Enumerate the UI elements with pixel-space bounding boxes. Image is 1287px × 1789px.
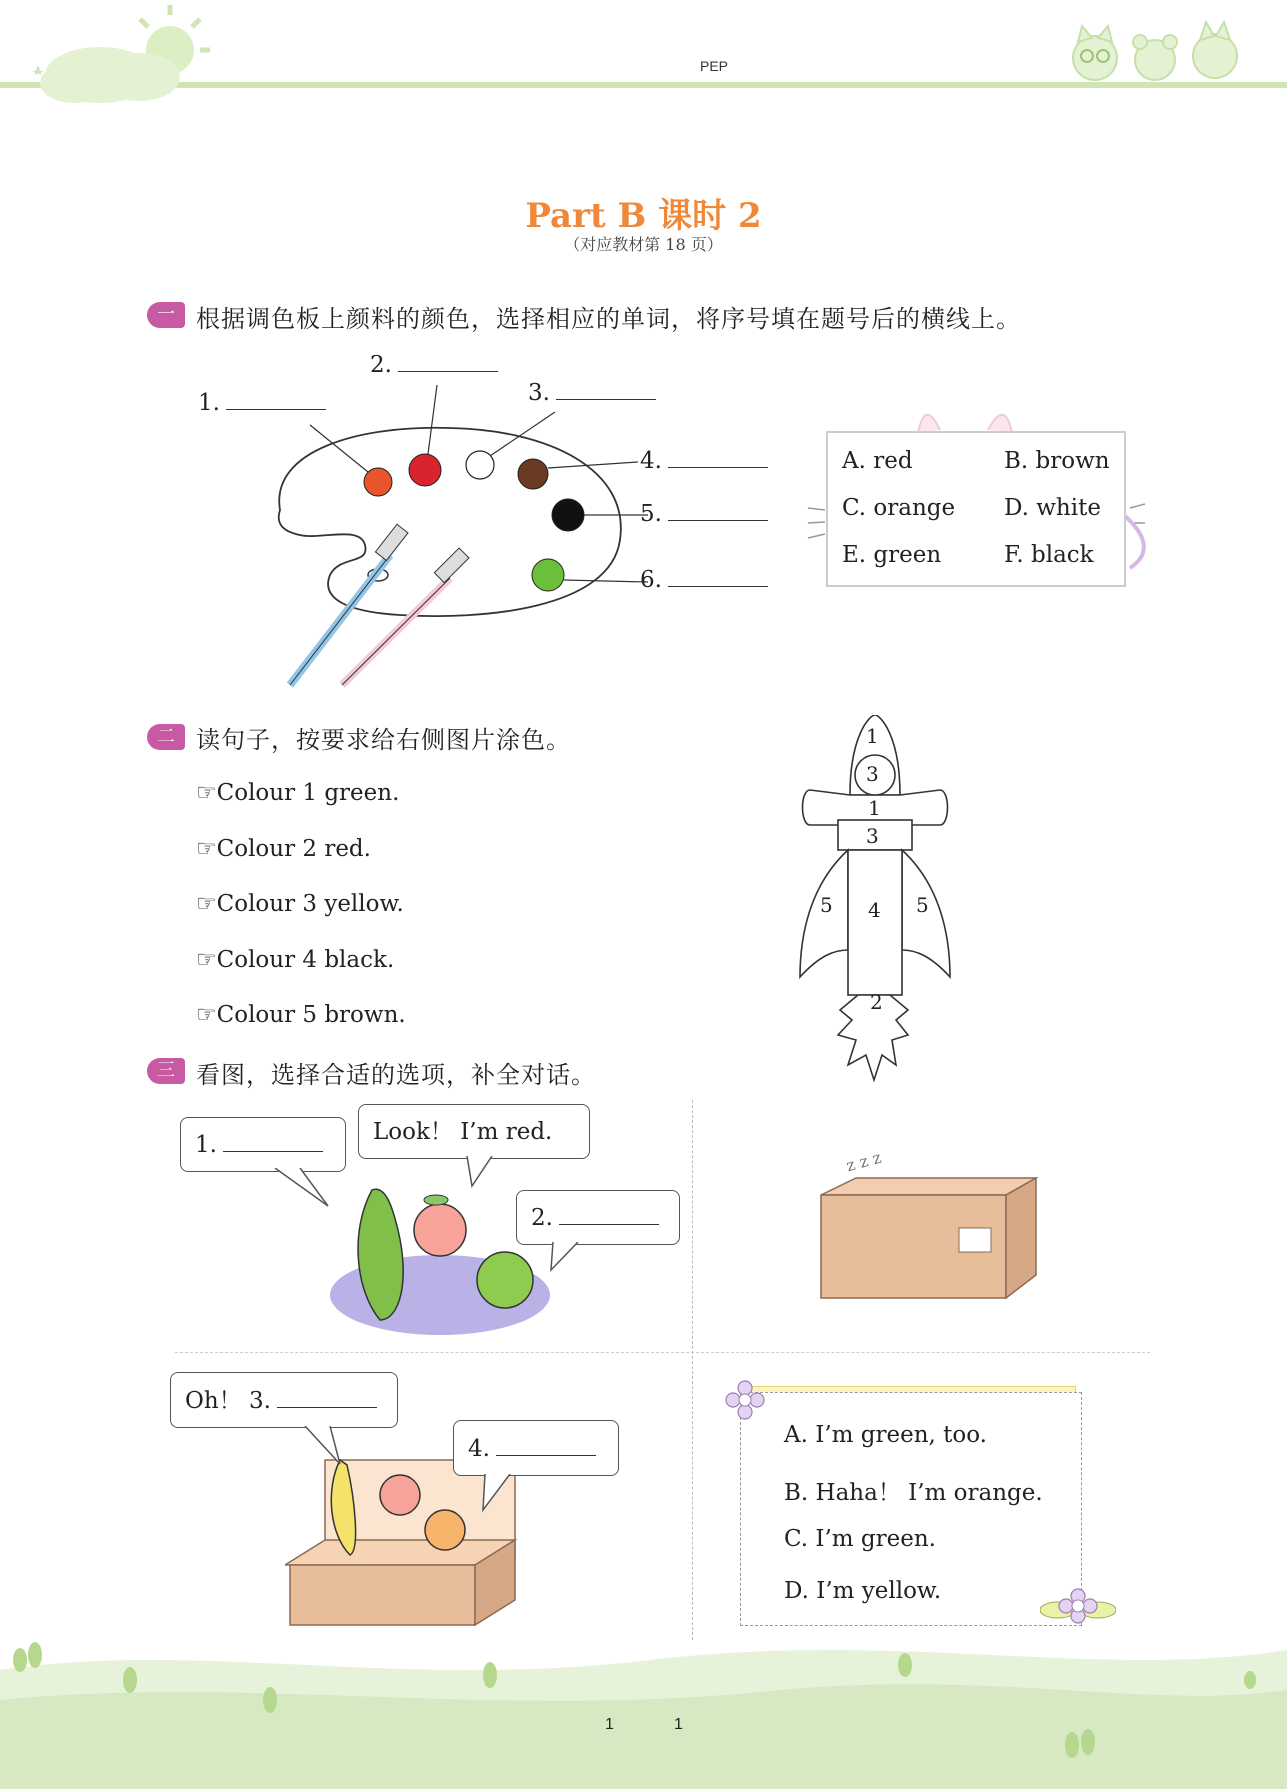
rocket-label: 2 (870, 990, 883, 1014)
rocket-label: 1 (866, 724, 879, 748)
divider-horizontal (175, 1352, 1150, 1353)
option-d: D. white (1004, 495, 1101, 521)
blank-2[interactable]: 2. (370, 352, 498, 378)
divider-vertical (692, 1100, 693, 1640)
blank-3[interactable]: 3. (528, 380, 656, 406)
animal-heads-decoration (1060, 20, 1250, 85)
instruction-item: ☞Colour 1 green. (196, 780, 400, 806)
flower-icon (725, 1380, 765, 1420)
rocket-label: 3 (866, 762, 879, 786)
option-e: E. green (842, 542, 942, 568)
option-b: B. brown (1004, 448, 1110, 474)
blank-5[interactable]: 5. (640, 501, 768, 527)
paint-blob-2 (409, 454, 441, 486)
flower-icon (1040, 1586, 1116, 1626)
paint-blob-6 (532, 559, 564, 591)
blank-1[interactable]: 1. (198, 390, 326, 416)
section-2-instruction: 读句子，按要求给右侧图片涂色。 (196, 726, 571, 754)
cloud-sun-decoration (20, 5, 210, 115)
bubble-tail (462, 1156, 502, 1188)
section-2-badge: 二 (147, 724, 185, 750)
section-3-instruction: 看图，选择合适的选项，补全对话。 (196, 1061, 596, 1089)
answer-option-b: B. Haha！ I’m orange. (784, 1480, 1043, 1506)
orange-character (425, 1510, 465, 1550)
paint-blob-5 (552, 499, 584, 531)
answer-option-a: A. I’m green, too. (784, 1422, 987, 1448)
instruction-item: ☞Colour 3 yellow. (196, 891, 404, 917)
rocket-label: 5 (916, 893, 929, 917)
option-f: F. black (1004, 542, 1094, 568)
rocket-label: 4 (868, 898, 881, 922)
instruction-item: ☞Colour 5 brown. (196, 1002, 406, 1028)
rocket-body (848, 850, 902, 995)
paint-blob-4 (518, 459, 548, 489)
speech-bubble-2[interactable]: 2. (516, 1190, 680, 1245)
section-3-badge: 三 (147, 1058, 185, 1084)
bubble-tail (480, 1474, 520, 1514)
speech-bubble-4[interactable]: 4. (453, 1420, 619, 1476)
blank-6[interactable]: 6. (640, 567, 768, 593)
section-1-badge: 一 (147, 302, 185, 328)
footer-hills-decoration (0, 1630, 1287, 1789)
page-number-right: 1 (674, 1716, 683, 1733)
rocket-label: 5 (820, 893, 833, 917)
page-number-left: 1 (605, 1716, 614, 1733)
rocket-label: 1 (868, 796, 881, 820)
paint-blob-3 (466, 451, 494, 479)
section-1-instruction: 根据调色板上颜料的颜色，选择相应的单词，将序号填在题号后的横线上。 (196, 305, 1021, 333)
sleep-zzz: z z z (844, 1147, 884, 1176)
bubble-tail (548, 1242, 588, 1272)
paint-blob-1 (364, 468, 392, 496)
apple-character (380, 1475, 420, 1515)
rocket-label: 3 (866, 824, 879, 848)
answer-option-c: C. I’m green. (784, 1526, 936, 1552)
page-title: Part B 课时 2 (525, 196, 762, 236)
bubble-tail (300, 1426, 350, 1466)
header-text: PEP (700, 58, 729, 74)
blank-4[interactable]: 4. (640, 448, 768, 474)
option-c: C. orange (842, 495, 956, 521)
apple-character (414, 1204, 466, 1256)
bubble-tail (270, 1168, 330, 1208)
answer-option-d: D. I’m yellow. (784, 1578, 942, 1604)
speech-bubble-3[interactable]: Oh！ 3. (170, 1372, 398, 1428)
speech-bubble-1[interactable]: 1. (180, 1117, 346, 1172)
green-fruit-character (477, 1252, 533, 1308)
instruction-item: ☞Colour 2 red. (196, 836, 371, 862)
speech-bubble-red: Look！ I’m red. (358, 1104, 590, 1159)
page-subtitle: （对应教材第 18 页） (564, 235, 723, 254)
instruction-item: ☞Colour 4 black. (196, 947, 395, 973)
option-a: A. red (842, 448, 913, 474)
